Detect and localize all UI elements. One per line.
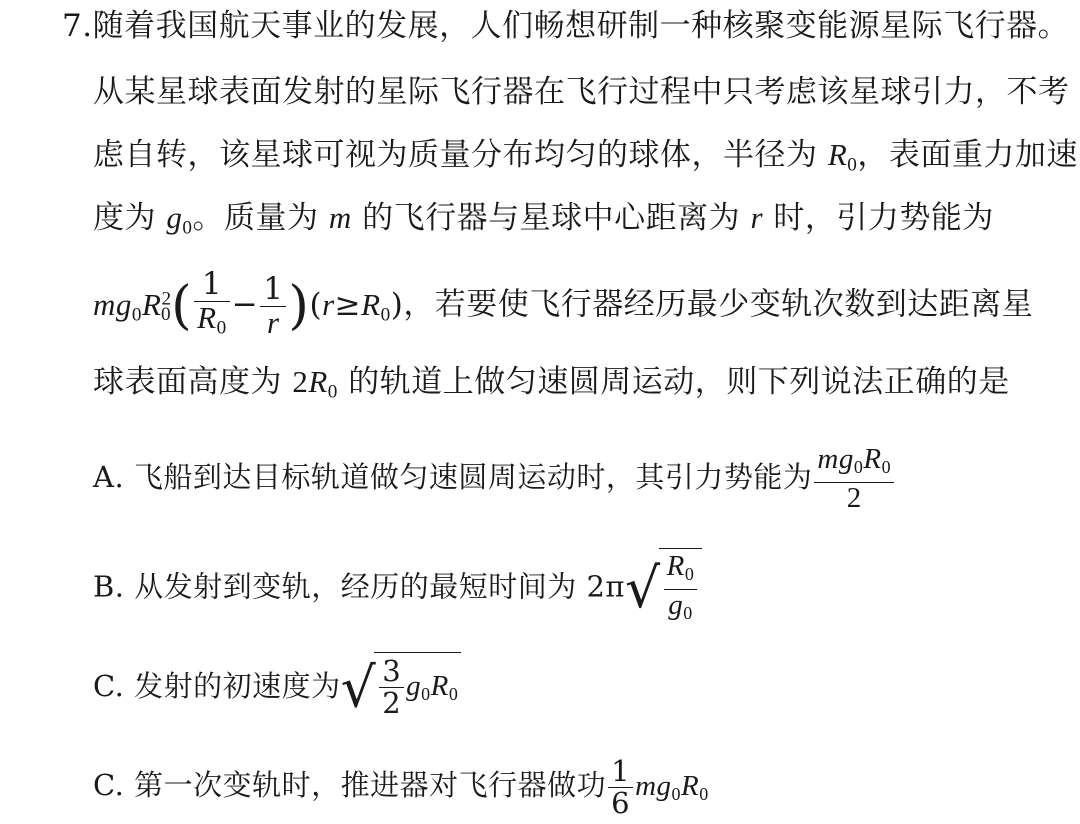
fraction-1-over-r — [260, 273, 286, 339]
question-text-4c: 的飞行器与星球中心距离为 — [362, 200, 741, 236]
question-text-6a: 球表面高度为 — [93, 364, 282, 400]
question-text-4b: 。质量为 — [192, 200, 319, 236]
numerator: 1 — [263, 271, 284, 308]
gravity-symbol — [166, 200, 193, 239]
math-R: R — [827, 137, 848, 172]
math-R: R — [430, 670, 449, 702]
math-R: R — [197, 299, 217, 335]
math-R: R — [681, 770, 700, 802]
question-line-2 — [93, 72, 1070, 112]
question-line-1 — [62, 6, 1069, 46]
two-pi: 2π — [586, 569, 625, 604]
option-text: 飞船到达目标轨道做匀速圆周运动时，其引力势能为 — [133, 459, 813, 494]
question-text-4a: 度为 — [93, 200, 156, 236]
math-r: r — [322, 286, 335, 322]
option-d[interactable] — [93, 755, 709, 824]
question-text-2: 从某星球表面发射的星际飞行器在飞行过程中只考虑该星球引力，不考 — [93, 74, 1070, 110]
minus-sign: − — [231, 286, 259, 323]
option-text: 从发射到变轨，经历的最短时间为 — [134, 569, 577, 604]
math-R: R — [666, 550, 685, 582]
math-sub-0: 0 — [421, 684, 431, 705]
option-label: C. — [93, 768, 125, 802]
math-m: m — [635, 770, 657, 802]
numerator: 1 — [201, 266, 223, 302]
height-2R0 — [292, 364, 338, 403]
math-g: g — [115, 286, 132, 322]
numerator: 3 — [382, 654, 402, 689]
question-line-6 — [93, 362, 1010, 412]
math-sub-0: 0 — [671, 784, 681, 805]
option-label: B. — [93, 569, 125, 604]
math-sup-2: 2 — [161, 288, 172, 310]
denominator: 6 — [608, 787, 633, 818]
right-paren: ) — [288, 275, 310, 337]
math-g: g — [656, 770, 672, 802]
math-R: R — [361, 286, 381, 322]
math-sub-0: 0 — [699, 784, 709, 805]
math-m: m — [817, 443, 839, 475]
question-text-6b: 的轨道上做匀速圆周运动，则下列说法正确的是 — [348, 364, 1010, 400]
question-text-3b: ，表面重力加速 — [857, 137, 1078, 173]
math-sub-0: 0 — [182, 217, 193, 239]
question-text-4d: 时，引力势能为 — [773, 200, 994, 236]
radius-symbol — [827, 137, 858, 176]
denominator: 2 — [379, 687, 404, 718]
option-label: A. — [93, 459, 125, 494]
mass-symbol: m — [328, 200, 352, 235]
distance-symbol: r — [750, 200, 764, 235]
radical-sign: √ — [340, 655, 377, 720]
math-2: 2 — [292, 364, 309, 399]
math-sub-0: 0 — [131, 304, 142, 326]
math-sub-0: 0 — [160, 304, 172, 326]
option-text: 第一次变轨时，推进器对飞行器做功 — [134, 768, 607, 802]
question-text-5: ，若要使飞行器经历最少变轨次数到达距离星 — [403, 286, 1034, 323]
question-text-3a: 虑自转，该星球可视为质量分布均匀的球体，半径为 — [93, 137, 818, 173]
question-number: 7. — [62, 8, 93, 44]
option-b[interactable] — [93, 548, 702, 629]
math-R: R — [863, 443, 882, 475]
denominator: 2 — [814, 482, 894, 513]
math-g: g — [166, 200, 183, 235]
option-c-sqrt — [341, 652, 462, 724]
math-sub-0: 0 — [853, 457, 864, 478]
question-line-4 — [93, 198, 994, 248]
math-sub-0: 0 — [448, 684, 459, 705]
math-sub-0: 0 — [847, 154, 858, 176]
question-text-1: 随着我国航天事业的发展，人们畅想研制一种核聚变能源星际飞行器。 — [92, 8, 1070, 44]
question-line-3 — [93, 135, 1078, 185]
condition: $(r\ge R_0)$ — [309, 286, 404, 326]
math-sub-0: 0 — [684, 564, 695, 585]
option-b-sqrt — [625, 548, 702, 629]
left-paren: ( — [171, 275, 193, 337]
option-c[interactable] — [93, 652, 461, 724]
option-a-formula — [814, 444, 894, 514]
math-g: g — [406, 670, 422, 702]
math-m: m — [93, 286, 116, 322]
fraction-1-over-6 — [608, 756, 633, 818]
math-g: g — [668, 589, 684, 622]
question-line-5 — [93, 268, 1033, 345]
math-R: R — [308, 364, 328, 399]
math-sub-0: 0 — [683, 603, 693, 624]
math-g: g — [838, 443, 854, 475]
math-sub-0: 0 — [216, 316, 227, 338]
geq-sign: ≥ — [334, 286, 362, 323]
math-sub-0: 0 — [327, 381, 338, 403]
math-R: R — [142, 286, 162, 322]
option-label: C. — [93, 669, 125, 704]
option-text: 发射的初速度为 — [134, 669, 341, 704]
math-sub-0: 0 — [881, 457, 892, 478]
numerator: 1 — [611, 754, 631, 789]
math-sub-0: 0 — [380, 304, 391, 326]
fraction-1-over-R0 — [194, 268, 230, 344]
option-d-formula — [635, 770, 709, 805]
denominator — [194, 301, 230, 345]
denominator: r — [260, 306, 286, 340]
option-a[interactable] — [93, 444, 896, 514]
radical-sign: √ — [625, 555, 661, 620]
potential-energy-formula — [93, 286, 172, 326]
